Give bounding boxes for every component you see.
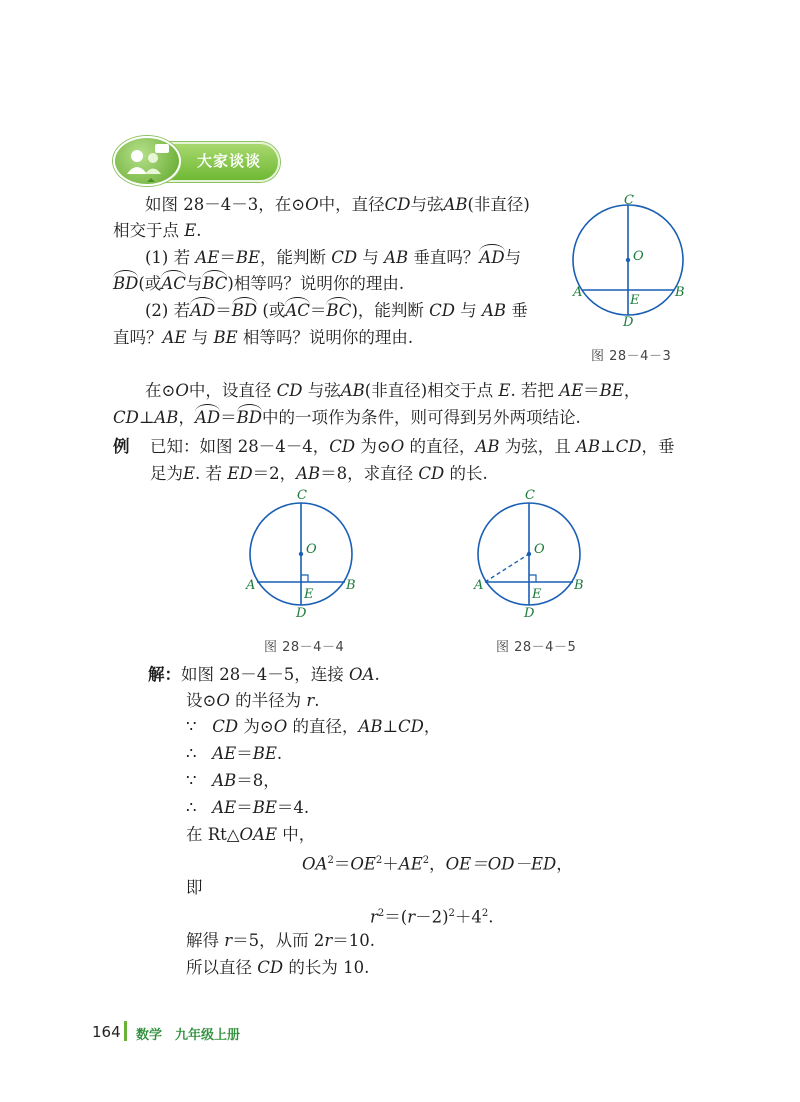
sym-cd: CD <box>398 717 424 736</box>
sym-cd: CD <box>384 195 411 214</box>
text: 与弦 <box>410 195 444 214</box>
example-label: 例 <box>113 437 130 456</box>
arc-ad: AD <box>190 301 216 320</box>
summary-line-2 <box>113 407 581 429</box>
text: ＝ <box>236 798 253 817</box>
text: ＝8， <box>236 771 280 790</box>
text: . <box>196 221 202 240</box>
text: 相等吗？说明你的理由. <box>242 328 414 347</box>
label-d: D <box>524 606 535 621</box>
sym-o: O <box>216 691 230 710</box>
sym-cd: CD <box>257 958 284 977</box>
text: ＝ <box>333 854 351 874</box>
figure-28-4-5 <box>468 486 598 626</box>
footer-divider <box>124 1021 127 1041</box>
text: 已知：如图 28－4－4， <box>150 437 330 456</box>
sym-e: E <box>183 464 196 483</box>
label-b: B <box>346 578 356 593</box>
sym-ae: AE <box>398 854 423 874</box>
sym-ab: AB <box>358 717 383 736</box>
text: 为⊙ <box>243 717 274 736</box>
text: 如图 28－4－5，连接 <box>181 665 344 684</box>
sym-r: r <box>407 907 416 927</box>
superscript: 2 <box>481 908 489 919</box>
caption-28-4-5: 图 28－4－5 <box>496 640 577 655</box>
formula-2 <box>370 903 494 929</box>
superscript: 2 <box>327 855 334 866</box>
text: 与 <box>362 248 379 267</box>
sym-e: E <box>498 381 511 400</box>
superscript: 2 <box>375 855 383 866</box>
sym-ab: AB <box>212 771 237 790</box>
sym-cd: CD <box>329 437 356 456</box>
label-c: C <box>525 488 535 503</box>
text: ＝ <box>583 381 600 400</box>
because-symbol: ∵ <box>186 717 197 736</box>
text: ， <box>556 854 573 874</box>
text: ＝4. <box>276 798 310 817</box>
segment-oa-dashed <box>485 554 529 582</box>
text: ＝ <box>219 248 236 267</box>
sym-r: r <box>324 931 333 950</box>
label-e: E <box>630 293 640 308</box>
text: 足为 <box>150 464 183 483</box>
text: 在⊙ <box>145 381 176 400</box>
text: 直吗？ <box>113 328 163 347</box>
label-o: O <box>306 542 317 557</box>
label-d: D <box>296 606 307 621</box>
sym-cd: CD <box>418 464 445 483</box>
label-b: B <box>675 285 685 300</box>
sym-ae: AE <box>195 248 220 267</box>
sym-oa: OA <box>302 854 328 874</box>
superscript: 2 <box>377 908 385 919</box>
text: ， <box>429 854 446 874</box>
banner-people-icon <box>113 136 181 186</box>
text: 与 <box>191 328 209 347</box>
therefore-symbol: ∴ <box>186 744 197 763</box>
text: )相等吗？说明你的理由. <box>227 274 405 293</box>
text: OE＝OD－ED <box>445 854 557 874</box>
text: (1) 若 <box>145 248 191 267</box>
sym-be: BE <box>213 328 238 347</box>
superscript: 2 <box>448 908 455 919</box>
text: . 若把 <box>510 381 554 400</box>
banner-title: 大家谈谈 <box>197 152 262 170</box>
sym-oe: OE <box>350 854 376 874</box>
question-2-line-1 <box>145 300 528 322</box>
text: ⊥ <box>382 717 399 736</box>
arc-ac: AC <box>161 274 186 293</box>
arc-bd: BD <box>113 274 139 293</box>
text: ⊥ <box>600 437 616 456</box>
solution-line-2 <box>186 690 320 712</box>
sym-oae: OAE <box>239 825 277 844</box>
text: 垂 <box>511 301 528 320</box>
solution-line-12 <box>186 957 369 979</box>
text: 中， <box>282 825 316 844</box>
text: 中，设直径 <box>188 381 272 400</box>
text: 的直径， <box>409 437 476 456</box>
sym-ed: ED <box>227 464 253 483</box>
text: . <box>488 907 494 927</box>
text: . <box>276 744 283 763</box>
right-angle-mark <box>529 575 536 582</box>
text: ， <box>178 408 195 427</box>
arc-ad: AD <box>479 248 505 267</box>
sym-r: r <box>370 907 378 927</box>
text: 与 <box>185 274 203 293</box>
superscript: 2 <box>422 855 430 866</box>
text: 所以直径 <box>186 958 252 977</box>
sym-ab: AB <box>384 248 409 267</box>
text: 设⊙ <box>186 691 217 710</box>
solution-line-11 <box>186 930 375 952</box>
sym-o: O <box>273 717 288 736</box>
label-b: B <box>574 578 584 593</box>
text: . <box>314 691 320 710</box>
text: －2) <box>415 907 449 927</box>
text: ⊥ <box>138 408 155 427</box>
text: ，能判断 <box>260 248 327 267</box>
arc-bc: BC <box>202 274 228 293</box>
label-c: C <box>297 488 307 503</box>
sym-r: r <box>306 691 315 710</box>
question-1-line-2 <box>113 273 404 295</box>
text: 的长. <box>449 464 488 483</box>
sym-cd: CD <box>212 717 239 736</box>
text: ， <box>623 381 641 400</box>
text: ＝ <box>215 301 232 320</box>
solution-label: 解： <box>148 665 181 684</box>
sym-ae: AE <box>162 328 187 347</box>
sym-be: BE <box>252 744 277 763</box>
center-point <box>527 552 531 556</box>
solution-line-6 <box>186 797 309 819</box>
caption-28-4-3: 图 28－4－3 <box>591 349 672 364</box>
label-a: A <box>573 285 583 300</box>
sym-be: BE <box>235 248 261 267</box>
sym-be: BE <box>252 798 277 817</box>
sym-ab: AB <box>296 464 321 483</box>
sym-ab: AB <box>576 437 601 456</box>
text: ，垂 <box>641 437 675 456</box>
discussion-line-2 <box>113 220 202 242</box>
arc-ac: AC <box>285 301 310 320</box>
center-point <box>626 258 630 262</box>
sym-ab: AB <box>154 408 179 427</box>
center-point <box>299 552 303 556</box>
sym-o: O <box>305 195 319 214</box>
sym-cd: CD <box>615 437 642 456</box>
text: 的直径， <box>292 717 359 736</box>
text: 的半径为 <box>235 691 302 710</box>
text: ＝2， <box>252 464 297 483</box>
sym-ab: AB <box>481 301 507 320</box>
label-o: O <box>633 249 644 264</box>
text: 在 Rt△ <box>186 825 240 844</box>
text: 中的一项作为条件，则可得到另外两项结论. <box>261 408 581 427</box>
label-a: A <box>246 578 256 593</box>
solution-line-5 <box>186 770 280 792</box>
formula-1 <box>302 850 573 876</box>
text: 解得 <box>186 931 219 950</box>
label-c: C <box>624 193 634 208</box>
text: ＝( <box>384 907 408 927</box>
sym-ae: AE <box>212 744 237 763</box>
sym-cd: CD <box>331 248 358 267</box>
arc-ad: AD <box>194 408 221 427</box>
text: 与 <box>460 301 477 320</box>
text: 如图 28－4－3，在⊙ <box>145 195 306 214</box>
solution-line-3: ∵ CD 为⊙O 的直径，AB⊥CD， <box>186 717 441 736</box>
solution-line-9: 即 <box>186 878 203 897</box>
text: ＝8，求直径 <box>320 464 414 483</box>
text: ＝10. <box>332 931 376 950</box>
caption-28-4-4: 图 28－4－4 <box>264 640 345 655</box>
text: 中，直径 <box>318 195 385 214</box>
text: ＋ <box>382 854 399 874</box>
text: (非直径) <box>467 195 530 214</box>
solution-line-7 <box>186 824 315 846</box>
solution-line-4 <box>186 743 282 765</box>
example-line-1 <box>150 436 674 458</box>
text: 垂直吗？ <box>413 248 480 267</box>
question-2-line-2 <box>113 327 413 349</box>
sym-ae: AE <box>212 798 237 817</box>
label-d: D <box>623 315 634 330</box>
text: 的长为 10. <box>288 958 370 977</box>
solution-line-1 <box>148 664 380 686</box>
sym-cd: CD <box>429 301 455 320</box>
figure-28-4-3 <box>568 192 698 332</box>
figure-28-4-4 <box>240 486 370 626</box>
text: ＝5，从而 2 <box>232 931 325 950</box>
sym-e: E <box>184 221 197 240</box>
text: 为弦，且 <box>504 437 571 456</box>
text: ＋4 <box>454 907 482 927</box>
question-1-line-1 <box>145 247 521 269</box>
sym-be: BE <box>599 381 624 400</box>
section-banner <box>113 136 278 184</box>
right-angle-mark <box>301 575 308 582</box>
label-o: O <box>534 542 545 557</box>
text: 与弦 <box>307 381 341 400</box>
sym-r: r <box>224 931 233 950</box>
text: (非直径)相交于点 <box>364 381 494 400</box>
text: ＝ <box>236 744 253 763</box>
sym-ab: AB <box>443 195 468 214</box>
text: )，能判断 <box>351 301 424 320</box>
therefore-symbol: ∴ <box>186 798 197 817</box>
text: ＝ <box>220 408 237 427</box>
label-a: A <box>474 578 484 593</box>
discussion-line-1 <box>145 194 530 216</box>
sym-o: O <box>390 437 405 456</box>
page-number: 164 <box>92 1023 121 1041</box>
text: 为⊙ <box>360 437 391 456</box>
arc-bd: BD <box>236 408 262 427</box>
text: (或 <box>262 301 286 320</box>
label-e: E <box>532 587 542 602</box>
sym-ae: AE <box>559 381 584 400</box>
text: 相交于点 <box>113 221 179 240</box>
sym-ab: AB <box>340 381 365 400</box>
sym-cd: CD <box>113 408 139 427</box>
text: (2) 若 <box>145 301 191 320</box>
arc-bc: BC <box>326 301 352 320</box>
text: . 若 <box>195 464 223 483</box>
sym-oa: OA <box>349 665 375 684</box>
sym-o: O <box>175 381 189 400</box>
book-title: 数学 九年级上册 <box>136 1028 241 1043</box>
text: 与 <box>504 248 522 267</box>
text: ＝ <box>309 301 327 320</box>
text: . <box>374 665 380 684</box>
summary-line-1 <box>145 380 640 402</box>
text: (或 <box>138 274 162 293</box>
because-symbol: ∵ <box>186 771 197 790</box>
arc-bd: BD <box>231 301 258 320</box>
label-e: E <box>304 587 314 602</box>
sym-ab: AB <box>475 437 500 456</box>
example-line-2 <box>150 463 488 485</box>
sym-cd: CD <box>276 381 303 400</box>
